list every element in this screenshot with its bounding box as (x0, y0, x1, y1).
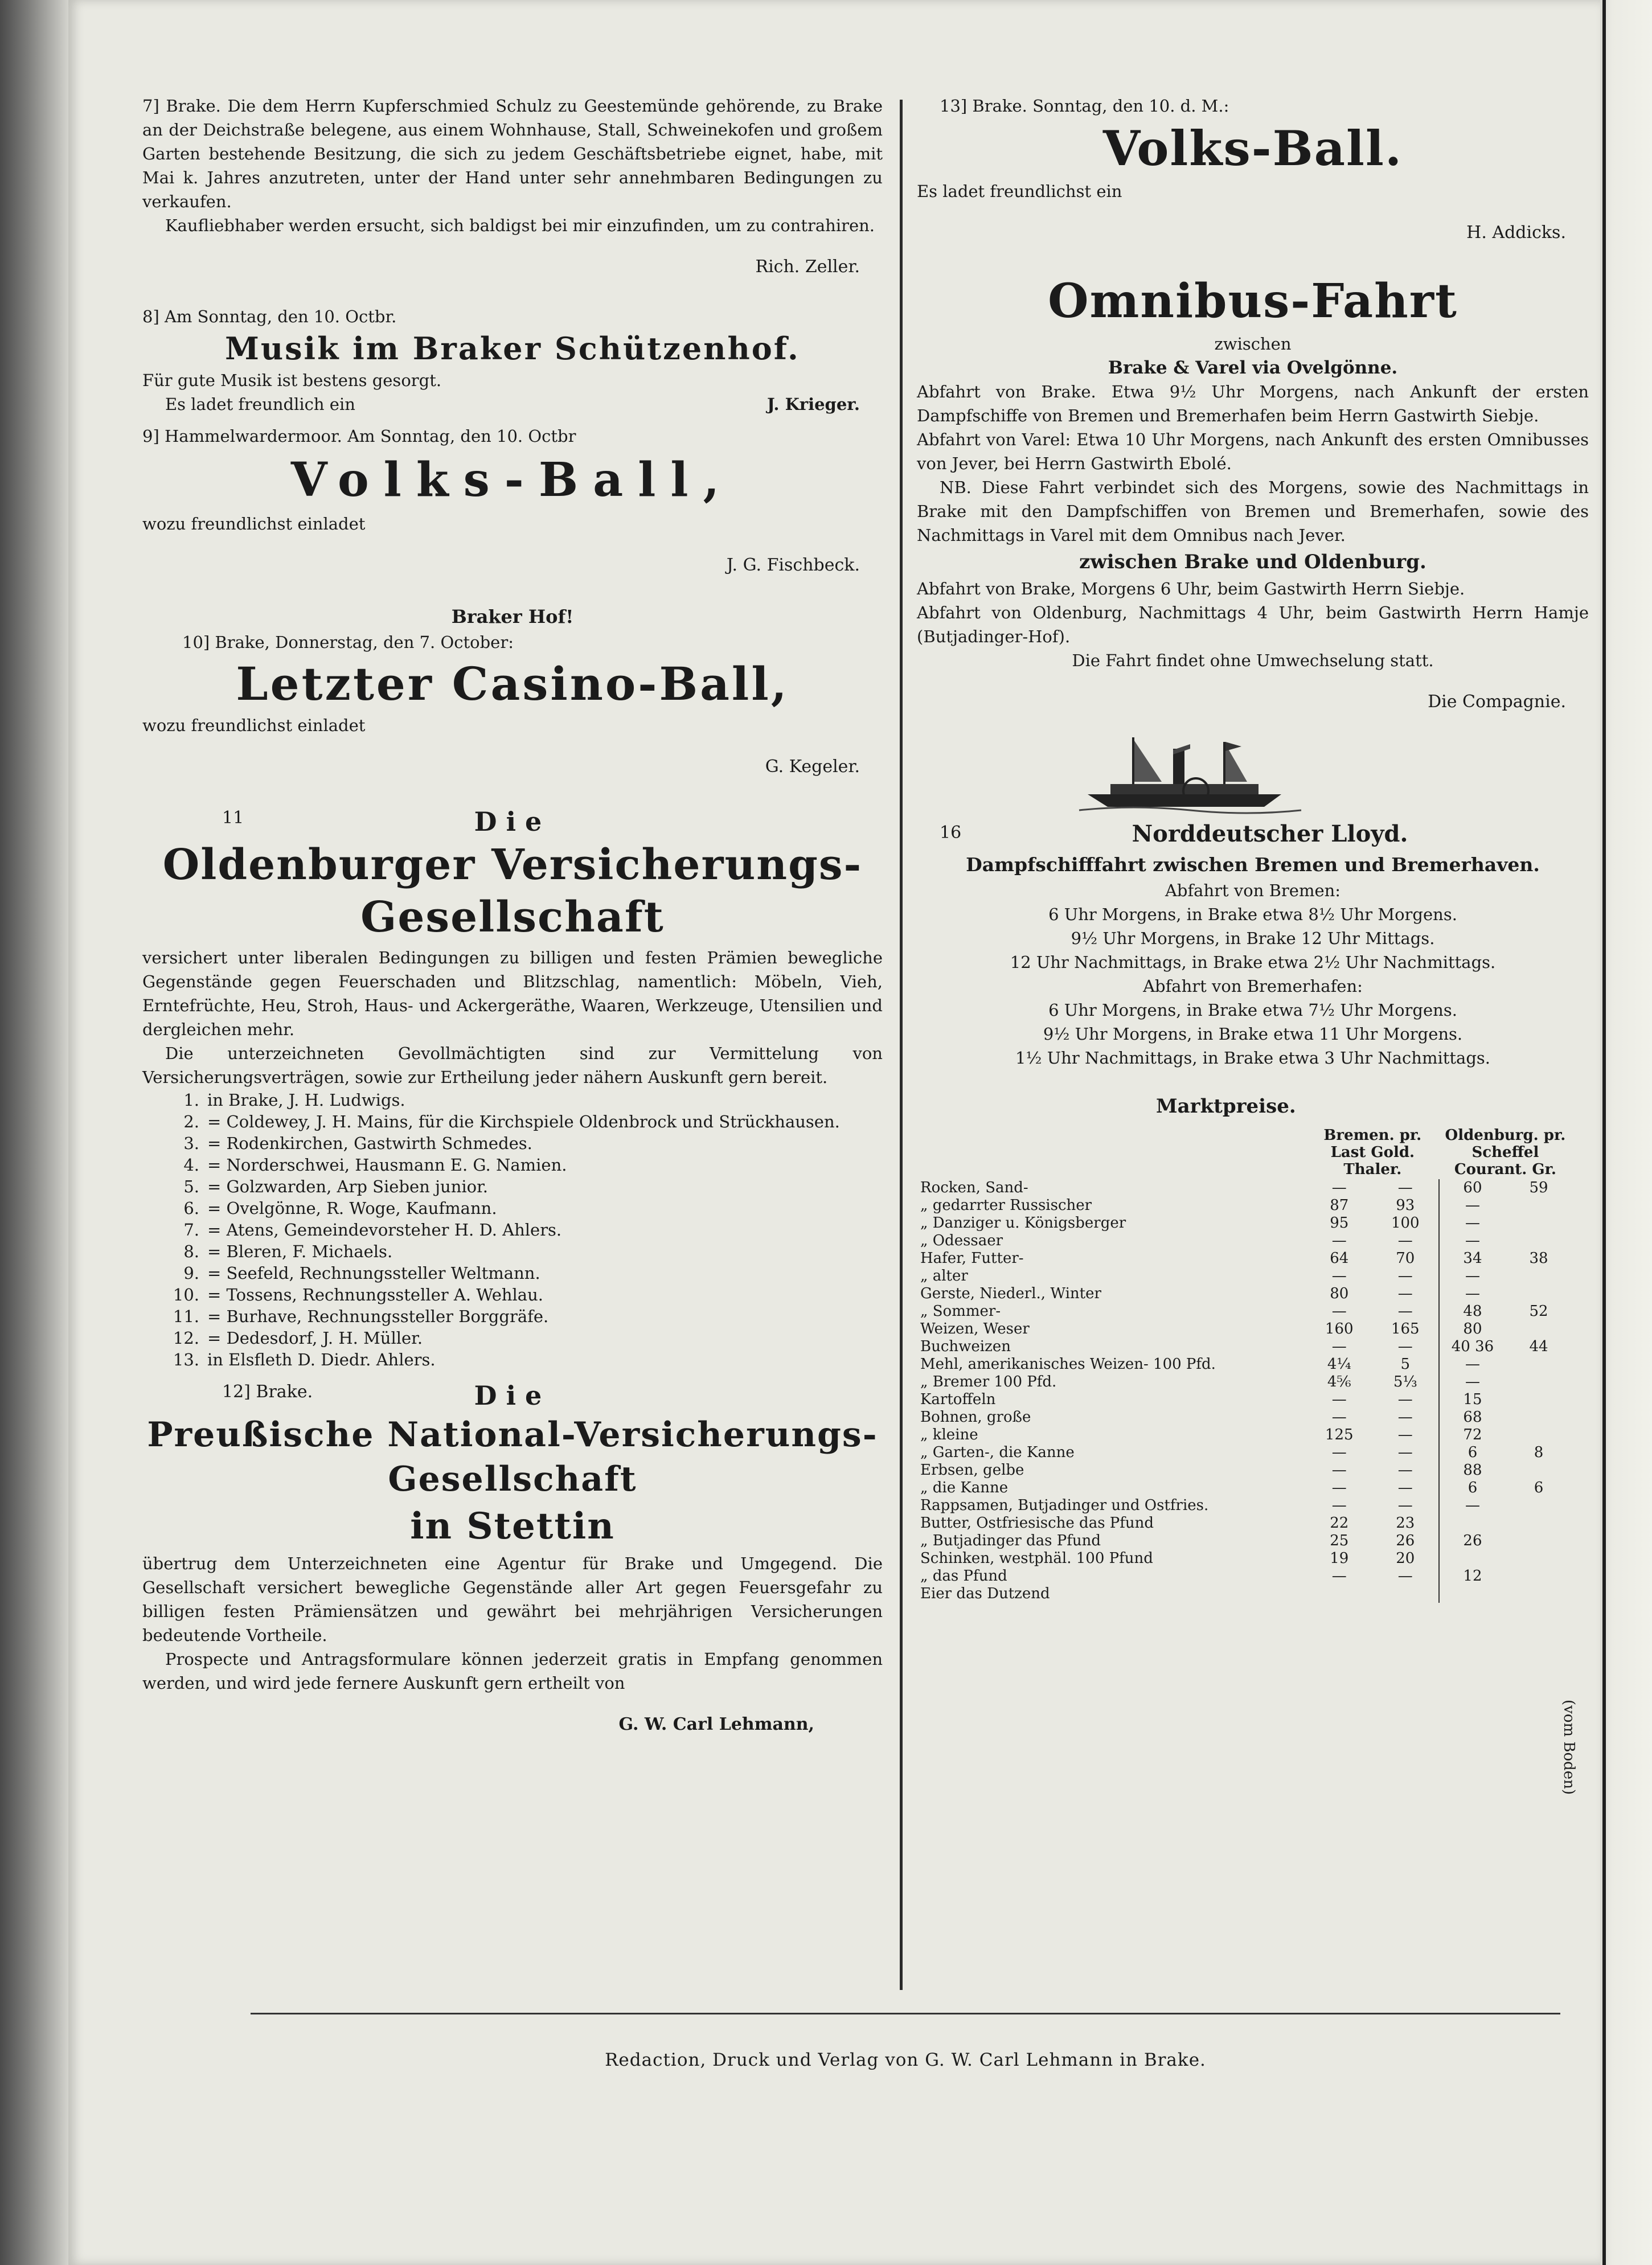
lloyd-title: Norddeutscher Lloyd. (1132, 820, 1408, 847)
market-cell-b1: 4¼ (1327, 1356, 1351, 1373)
market-cell-o2 (1506, 1356, 1572, 1373)
omnibus-nb: NB. Diese Fahrt verbindet sich des Morgens, sowie des Nachmittags in Brake mit den Dampfschiffen von Bremen und Bremerhafen, sowie des Nachmittags in Varel mit dem Omnibus nach Jever. (917, 478, 1589, 545)
market-cell-b1: — (1331, 1267, 1347, 1285)
market-cell-b1: 25 (1330, 1532, 1349, 1549)
market-cell-o2: 6 (1534, 1479, 1544, 1496)
ad-12-header-row (142, 1378, 883, 1410)
agent-list-item (142, 1306, 883, 1327)
agent-list-item (142, 1241, 883, 1262)
ad-10-title: Letzter Casino-Ball, (236, 657, 789, 711)
page-edge-line (1602, 0, 1606, 2265)
lloyd-line-6: 1½ Uhr Nachmittags, in Brake etwa 3 Uhr Nachmittags. (1015, 1048, 1491, 1068)
left-column (142, 94, 883, 1754)
market-cell-o1: — (1439, 1232, 1506, 1250)
market-cell-b1: 80 (1330, 1285, 1349, 1302)
market-cell-b2: — (1397, 1568, 1413, 1585)
market-cell-label: Bohnen, große (920, 1409, 1031, 1426)
steamship-icon (1076, 732, 1304, 817)
footer-rule (251, 2013, 1560, 2014)
column-rule (900, 100, 903, 1990)
market-cell-b1: 87 (1330, 1197, 1349, 1214)
ad-13-volksball (917, 94, 1589, 245)
market-side-note: (vom Boden) (1560, 1700, 1577, 1795)
ad-11-pre: Die (474, 806, 551, 837)
market-header-oldenburg: Oldenburg. pr. Scheffel Courant. Gr. (1445, 1127, 1566, 1178)
market-cell-b2: — (1397, 1426, 1413, 1443)
market-header-bremen: Bremen. pr. Last Gold. Thaler. (1323, 1127, 1422, 1178)
market-cell-b1: — (1331, 1303, 1347, 1320)
market-cell-o1 (1439, 1585, 1506, 1603)
market-row (917, 1479, 1572, 1497)
ad-10-intro: 10] Brake, Donnerstag, den 7. October: (182, 633, 514, 652)
agent-list-item (142, 1089, 883, 1111)
market-cell-label: „ Butjadinger das Pfund (920, 1532, 1101, 1549)
market-row (917, 1338, 1572, 1356)
right-column (917, 94, 1589, 1795)
market-cell-b2: 165 (1391, 1320, 1420, 1337)
market-row (917, 1568, 1572, 1585)
agent-number: 3. (183, 1134, 199, 1153)
market-cell-b1: — (1331, 1444, 1347, 1461)
market-cell-b2: 23 (1396, 1515, 1415, 1532)
market-cell-o2 (1506, 1320, 1572, 1338)
omnibus-sub: zwischen Brake und Oldenburg. (1079, 551, 1426, 573)
market-row (917, 1285, 1572, 1303)
market-cell-o2: 8 (1534, 1444, 1544, 1461)
market-cell-label: „ gedarrter Russischer (920, 1197, 1092, 1214)
agent-number: 6. (183, 1199, 199, 1218)
ad-8-signature: J. Krieger. (766, 395, 860, 414)
omnibus-signature: Die Compagnie. (1428, 692, 1566, 712)
ad-8-line-2-row (142, 392, 883, 416)
ad-10-casino-ball (142, 603, 883, 779)
ad-11-title: Oldenburger Versicherungs-Gesellschaft (162, 840, 863, 942)
market-row (917, 1214, 1572, 1232)
market-row (917, 1444, 1572, 1462)
market-row (917, 1197, 1572, 1214)
agent-list-item (142, 1327, 883, 1349)
ad-10-kicker: Braker Hof! (451, 606, 574, 627)
agent-text: = Norderschwei, Hausmann E. G. Namien. (207, 1155, 567, 1175)
market-cell-o1 (1439, 1515, 1506, 1532)
market-table (917, 1126, 1572, 1603)
market-cell-b2: — (1397, 1409, 1413, 1426)
market-title: Marktpreise. (1156, 1095, 1296, 1118)
agent-number: 5. (183, 1177, 199, 1196)
market-cell-o1: 68 (1439, 1409, 1506, 1426)
lloyd-header-row (917, 817, 1589, 851)
market-cell-label: „ Odessaer (920, 1232, 1003, 1249)
market-row (917, 1585, 1572, 1603)
market-header-label (917, 1126, 1306, 1179)
market-cell-o1: 6 (1439, 1479, 1506, 1497)
agent-list-item (142, 1262, 883, 1284)
lloyd-h-bremen: Abfahrt von Bremen: (1165, 881, 1341, 900)
market-cell-b2: — (1397, 1267, 1413, 1285)
agent-number: 7. (183, 1220, 199, 1240)
agent-text: = Tossens, Rechnungssteller A. Wehlau. (207, 1285, 543, 1304)
market-cell-o2 (1506, 1373, 1572, 1391)
market-cell-b1: 4⅚ (1327, 1373, 1351, 1390)
market-row (917, 1356, 1572, 1373)
market-row (917, 1267, 1572, 1285)
market-cell-o2: 44 (1529, 1338, 1548, 1355)
market-cell-b1: — (1331, 1409, 1347, 1426)
agent-list-item (142, 1284, 883, 1306)
ad-12-title: Preußische National-Versicherungs-Gesellschaft (147, 1415, 878, 1499)
ad-12-signature: G. W. Carl Lehmann, (618, 1714, 814, 1734)
market-cell-label: Schinken, westphäl. 100 Pfund (920, 1550, 1153, 1567)
market-row (917, 1497, 1572, 1515)
market-cell-o1: — (1439, 1267, 1506, 1285)
market-cell-o1: — (1439, 1197, 1506, 1214)
market-cell-o2 (1506, 1585, 1572, 1603)
lloyd-line-5: 9½ Uhr Morgens, in Brake etwa 11 Uhr Morgens. (1043, 1024, 1463, 1044)
market-cell-o1: 48 (1439, 1303, 1506, 1320)
agent-list-item (142, 1111, 883, 1132)
ad-12-intro: 12] Brake. (222, 1382, 313, 1402)
market-cell-b2: — (1397, 1232, 1413, 1249)
scan-right-margin (1594, 0, 1652, 2265)
market-cell-o2 (1506, 1409, 1572, 1426)
market-cell-o2 (1506, 1568, 1572, 1585)
market-cell-b2: — (1397, 1497, 1413, 1514)
omnibus-schedule (917, 273, 1589, 715)
market-cell-label: Weizen, Weser (920, 1320, 1030, 1337)
market-cell-label: „ Danziger u. Königsberger (920, 1214, 1126, 1232)
ad-11-body: versichert unter liberalen Bedingungen zu billigen und festen Prämien bewegliche Gegenstände gegen Feuerschaden und Blitzschlag, namentlich: Möbeln, Vieh, Erntefrüchte, Heu, Stroh, Haus- und Ackergeräthe, Waaren, Werkzeuge, Utensilien und dergleichen mehr. (142, 948, 883, 1039)
market-cell-b1: 22 (1330, 1515, 1349, 1532)
market-cell-label: „ alter (920, 1267, 968, 1285)
agent-number: 4. (183, 1155, 199, 1175)
agent-text: in Elsfleth D. Diedr. Ahlers. (207, 1350, 436, 1369)
market-cell-o1: 40 36 (1439, 1338, 1506, 1356)
ad-12-title-2: in Stettin (410, 1505, 615, 1548)
agent-number: 10. (173, 1285, 199, 1304)
ad-13-intro: 13] Brake. Sonntag, den 10. d. M.: (940, 96, 1229, 116)
agent-number: 12. (173, 1328, 199, 1348)
market-cell-b2: 93 (1396, 1197, 1415, 1214)
agent-text: = Golzwarden, Arp Sieben junior. (207, 1177, 488, 1196)
imprint-footer: Redaction, Druck und Verlag von G. W. Carl Lehmann in Brake. (605, 2050, 1206, 2070)
market-row (917, 1303, 1572, 1320)
lloyd-sub: Dampfschifffahrt zwischen Bremen und Bremerhaven. (966, 854, 1540, 876)
ad-11-oldenburger-versicherung (142, 805, 883, 1371)
ad-9-title: Volks-Ball, (290, 453, 735, 507)
market-cell-b2: — (1397, 1479, 1413, 1496)
market-cell-label: Mehl, amerikanisches Weizen- 100 Pfd. (920, 1356, 1216, 1373)
market-cell-o2 (1506, 1426, 1572, 1444)
ad-13-title: Volks-Ball. (1102, 120, 1403, 177)
ad-7-body-2: Kaufliebhaber werden ersucht, sich baldigst bei mir einzufinden, um zu contrahiren. (165, 216, 875, 235)
ad-10-line: wozu freundlichst einladet (142, 716, 366, 735)
market-cell-label: „ das Pfund (920, 1568, 1007, 1585)
ad-9-volksball (142, 424, 883, 578)
market-cell-label: „ die Kanne (920, 1479, 1009, 1496)
market-cell-label: Buchweizen (920, 1338, 1011, 1355)
ad-8-line-2: Es ladet freundlich ein (165, 395, 355, 414)
agent-list-item (142, 1176, 883, 1197)
market-cell-b2: 26 (1396, 1532, 1415, 1549)
ad-10-signature: G. Kegeler. (765, 757, 860, 777)
market-cell-b2: 20 (1396, 1550, 1415, 1567)
market-cell-label: Rocken, Sand- (920, 1179, 1028, 1196)
ad-7-signature: Rich. Zeller. (755, 257, 860, 277)
market-cell-o2 (1506, 1197, 1572, 1214)
market-cell-b1: — (1331, 1179, 1347, 1196)
agent-number: 9. (183, 1263, 199, 1283)
ad-9-line: wozu freundlichst einladet (142, 514, 366, 534)
market-cell-b2: 100 (1391, 1214, 1420, 1232)
market-cell-o1: 26 (1439, 1532, 1506, 1550)
market-cell-b1 (1306, 1585, 1372, 1603)
market-cell-b1: — (1331, 1391, 1347, 1408)
ad-11-number: 11 (222, 808, 244, 828)
market-cell-b2: — (1397, 1303, 1413, 1320)
market-header-row (917, 1126, 1572, 1179)
agent-text: in Brake, J. H. Ludwigs. (207, 1090, 405, 1110)
market-row (917, 1550, 1572, 1568)
ad-13-signature: H. Addicks. (1466, 223, 1566, 243)
omnibus-title: Omnibus-Fahrt (1048, 274, 1458, 329)
agent-number: 11. (173, 1307, 199, 1326)
market-cell-o2 (1506, 1497, 1572, 1515)
market-row (917, 1462, 1572, 1479)
market-cell-o2 (1506, 1532, 1572, 1550)
market-body (917, 1179, 1572, 1603)
market-cell-b1: 160 (1325, 1320, 1354, 1337)
lloyd-line-3: 12 Uhr Nachmittags, in Brake etwa 2½ Uhr Nachmittags. (1010, 953, 1496, 972)
market-cell-b1: 125 (1325, 1426, 1354, 1443)
market-cell-o2 (1506, 1232, 1572, 1250)
market-cell-o2: 59 (1529, 1179, 1548, 1196)
market-cell-o1: 88 (1439, 1462, 1506, 1479)
ad-8-schuetzenhof (142, 305, 883, 416)
market-cell-o1: — (1439, 1497, 1506, 1515)
lloyd-line-1: 6 Uhr Morgens, in Brake etwa 8½ Uhr Morgens. (1048, 905, 1457, 924)
ad-11-agent-list (142, 1089, 883, 1371)
market-row (917, 1409, 1572, 1426)
market-row (917, 1391, 1572, 1409)
market-cell-o1 (1439, 1550, 1506, 1568)
agent-list-item (142, 1349, 883, 1371)
agent-text: = Rodenkirchen, Gastwirth Schmedes. (207, 1134, 532, 1153)
market-cell-b1: — (1331, 1338, 1347, 1355)
ad-11-body-2: Die unterzeichneten Gevollmächtigten sind zur Vermittelung von Versicherungsverträgen, sowie zur Ertheilung jeder nähern Auskunft gern bereit. (142, 1044, 883, 1087)
market-cell-b2: — (1397, 1338, 1413, 1355)
market-cell-label: „ kleine (920, 1426, 978, 1443)
market-cell-label: Rappsamen, Butjadinger und Ostfries. (920, 1497, 1209, 1514)
market-cell-o1: 15 (1439, 1391, 1506, 1409)
market-cell-b1: — (1331, 1497, 1347, 1514)
omnibus-departure-3: Abfahrt von Brake, Morgens 6 Uhr, beim Gastwirth Herrn Siebje. (917, 579, 1465, 598)
market-row (917, 1426, 1572, 1444)
agent-text: = Atens, Gemeindevorsteher H. D. Ahlers. (207, 1220, 562, 1240)
market-prices (917, 1093, 1589, 1795)
market-cell-o2 (1506, 1267, 1572, 1285)
ad-12-body: übertrug dem Unterzeichneten eine Agentur für Brake und Umgegend. Die Gesellschaft versichert bewegliche Gegenstände aller Art gegen Feuersgefahr zu billigen festen Prämiensätzen und gewährt bei mehrjährigen Versicherungen bedeutende Vortheile. (142, 1554, 883, 1645)
agent-text: = Seefeld, Rechnungssteller Weltmann. (207, 1263, 540, 1283)
market-cell-b2: — (1397, 1179, 1413, 1196)
omnibus-note: Die Fahrt findet ohne Umwechselung statt. (1072, 651, 1434, 670)
agent-list-item (142, 1132, 883, 1154)
omnibus-route: Brake & Varel via Ovelgönne. (1108, 358, 1398, 378)
market-cell-o2 (1506, 1285, 1572, 1303)
omnibus-departure-4: Abfahrt von Oldenburg, Nachmittags 4 Uhr, beim Gastwirth Herrn Hamje (Butjadinger-Hof). (917, 603, 1589, 646)
market-cell-o1: 60 (1439, 1179, 1506, 1197)
market-cell-o2 (1506, 1214, 1572, 1232)
market-cell-label: Hafer, Futter- (920, 1250, 1024, 1267)
market-cell-o1: 34 (1439, 1250, 1506, 1267)
agent-list-item (142, 1197, 883, 1219)
market-cell-o2 (1506, 1515, 1572, 1532)
market-cell-o2 (1506, 1550, 1572, 1568)
ad-9-signature: J. G. Fischbeck. (726, 555, 860, 575)
ad-8-line-1: Für gute Musik ist bestens gesorgt. (142, 371, 442, 390)
omnibus-departure-1: Abfahrt von Brake. Etwa 9½ Uhr Morgens, nach Ankunft der ersten Dampfschiffe von Bremen und Bremerhafen beim Herrn Gastwirth Siebje. (917, 382, 1589, 425)
market-row (917, 1320, 1572, 1338)
market-cell-b1: — (1331, 1479, 1347, 1496)
market-cell-label: Gerste, Niederl., Winter (920, 1285, 1101, 1302)
market-cell-o2: 38 (1529, 1250, 1548, 1267)
omnibus-between: zwischen (1214, 334, 1292, 354)
market-cell-b2: — (1397, 1391, 1413, 1408)
market-cell-label: Erbsen, gelbe (920, 1462, 1024, 1479)
ad-7-property-sale (142, 94, 883, 280)
market-cell-label: Butter, Ostfriesische das Pfund (920, 1515, 1154, 1532)
market-cell-o2 (1506, 1391, 1572, 1409)
book-binding-edge (0, 0, 68, 2265)
market-cell-b1: — (1331, 1232, 1347, 1249)
agent-text: = Dedesdorf, J. H. Müller. (207, 1328, 423, 1348)
market-cell-o2: 52 (1529, 1303, 1548, 1320)
market-cell-b2: — (1397, 1444, 1413, 1461)
market-cell-b1: — (1331, 1568, 1347, 1585)
agent-list-item (142, 1219, 883, 1241)
market-cell-b2: — (1397, 1462, 1413, 1479)
market-cell-b2: 70 (1396, 1250, 1415, 1267)
market-cell-o1: 80 (1439, 1320, 1506, 1338)
market-cell-label: „ Garten-, die Kanne (920, 1444, 1075, 1461)
agent-text: = Bleren, F. Michaels. (207, 1242, 393, 1261)
market-cell-b1: — (1331, 1462, 1347, 1479)
agent-text: = Burhave, Rechnungssteller Borggräfe. (207, 1307, 549, 1326)
ad-7-body: 7] Brake. Die dem Herrn Kupferschmied Schulz zu Geestemünde gehörende, zu Brake an der Deichstraße belegene, aus einem Wohnhause, Stall, Schweinekofen und großem Garten bestehende Besitzung, die sich zu jedem Geschäftsbetriebe eignet, habe, mit Mai k. Jahres anzutreten, unter der Hand unter sehr annehmbaren Bedingungen zu verkaufen. (142, 96, 883, 211)
ad-9-intro: 9] Hammelwardermoor. Am Sonntag, den 10. Octbr (142, 426, 576, 446)
ad-12-pre: Die (474, 1380, 551, 1411)
lloyd-h-bremerhafen: Abfahrt von Bremerhafen: (1143, 976, 1363, 996)
ad-13-line: Es ladet freundlichst ein (917, 182, 1122, 201)
ad-12-preussische-versicherung (142, 1378, 883, 1737)
agent-list-item (142, 1154, 883, 1176)
ad-8-intro: 8] Am Sonntag, den 10. Octbr. (142, 307, 397, 326)
lloyd-line-4: 6 Uhr Morgens, in Brake etwa 7½ Uhr Morgens. (1048, 1000, 1457, 1020)
market-cell-b1: 95 (1330, 1214, 1349, 1232)
market-row (917, 1250, 1572, 1267)
agent-text: = Ovelgönne, R. Woge, Kaufmann. (207, 1199, 497, 1218)
market-cell-label: „ Bremer 100 Pfd. (920, 1373, 1057, 1390)
market-row (917, 1373, 1572, 1391)
market-cell-b2: 5⅓ (1393, 1373, 1417, 1390)
ad-12-body-2: Prospecte und Antragsformulare können jederzeit gratis in Empfang genommen werden, und wird jede fernere Auskunft gern ertheilt von (142, 1649, 883, 1693)
market-cell-label: „ Sommer- (920, 1303, 1001, 1320)
lloyd-number: 16 (940, 823, 962, 843)
market-cell-label: Eier das Dutzend (920, 1585, 1050, 1602)
market-cell-o1: 6 (1439, 1444, 1506, 1462)
agent-number: 13. (173, 1350, 199, 1369)
market-cell-label: Kartoffeln (920, 1391, 996, 1408)
market-cell-b2: — (1397, 1285, 1413, 1302)
market-cell-o1: — (1439, 1373, 1506, 1391)
market-cell-o1: 72 (1439, 1426, 1506, 1444)
market-cell-o2 (1506, 1462, 1572, 1479)
market-cell-o1: 12 (1439, 1568, 1506, 1585)
market-cell-b2 (1372, 1585, 1439, 1603)
market-cell-b1: 19 (1330, 1550, 1349, 1567)
market-cell-o1: — (1439, 1214, 1506, 1232)
agent-text: = Coldewey, J. H. Mains, für die Kirchspiele Oldenbrock und Strückhausen. (207, 1112, 840, 1131)
lloyd-schedule (917, 732, 1589, 1070)
market-cell-o1: — (1439, 1356, 1506, 1373)
agent-number: 2. (183, 1112, 199, 1131)
market-row (917, 1532, 1572, 1550)
market-cell-b2: 5 (1400, 1356, 1411, 1373)
agent-number: 1. (183, 1090, 199, 1110)
ad-11-header-row (142, 805, 883, 836)
market-row (917, 1232, 1572, 1250)
omnibus-departure-2: Abfahrt von Varel: Etwa 10 Uhr Morgens, nach Ankunft des ersten Omnibusses von Jever, bei Herrn Gastwirth Ebolé. (917, 430, 1589, 473)
agent-number: 8. (183, 1242, 199, 1261)
market-row (917, 1179, 1572, 1197)
market-cell-o1: — (1439, 1285, 1506, 1303)
market-cell-b1: 64 (1330, 1250, 1349, 1267)
lloyd-line-2: 9½ Uhr Morgens, in Brake 12 Uhr Mittags. (1071, 929, 1435, 948)
ad-8-title: Musik im Braker Schützenhof. (225, 330, 800, 367)
market-row (917, 1515, 1572, 1532)
